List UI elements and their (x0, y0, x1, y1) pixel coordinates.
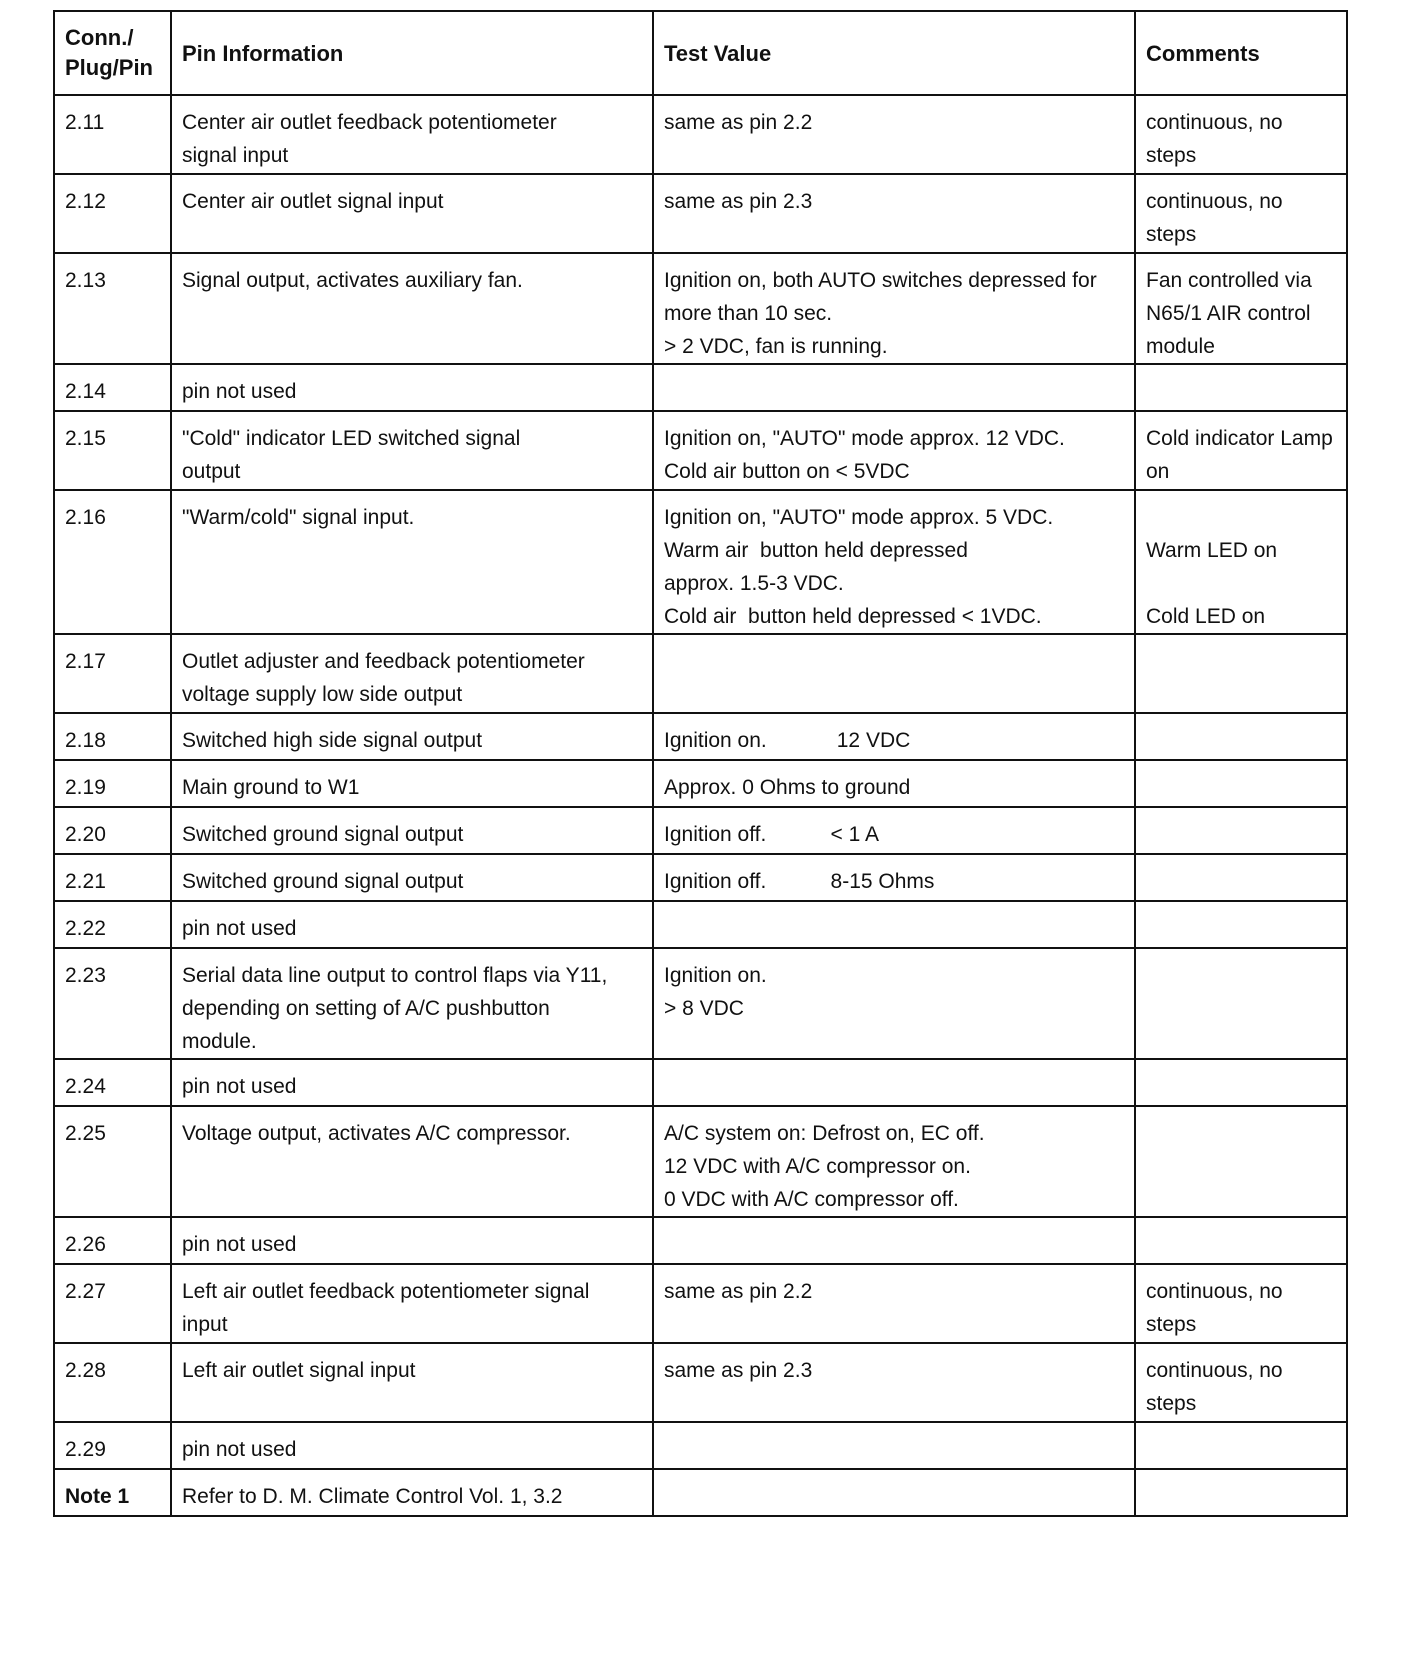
header-test-value: Test Value (653, 11, 1135, 95)
pin-information-cell (171, 1217, 653, 1264)
pin-information-cell (171, 1343, 653, 1422)
comments-cell (1135, 1469, 1347, 1516)
pin-cell: 2.21 (54, 854, 171, 901)
pin-cell: Note 1 (54, 1469, 171, 1516)
test-value-cell-line: same as pin 2.2 (664, 111, 813, 134)
test-value-cell (653, 411, 1135, 490)
table-row (54, 1264, 1347, 1343)
table-row (54, 364, 1347, 411)
comments-cell-line: steps (1146, 1392, 1197, 1415)
table-row (54, 1343, 1347, 1422)
table-row (54, 95, 1347, 174)
pin-information-cell (171, 1422, 653, 1469)
pin-information-cell-line: pin not used (182, 1075, 297, 1098)
pin-cell: 2.19 (54, 760, 171, 807)
pin-information-cell (171, 634, 653, 713)
pin-information-cell (171, 411, 653, 490)
pin-information-cell-line: Main ground to W1 (182, 776, 360, 799)
pin-information-cell-line: pin not used (182, 380, 297, 403)
test-value-cell-line: same as pin 2.3 (664, 190, 813, 213)
test-value-cell-line: Ignition off. 8-15 Ohms (664, 870, 935, 893)
test-value-cell-line: same as pin 2.2 (664, 1280, 813, 1303)
pin-information-cell-line: pin not used (182, 1233, 297, 1256)
pin-cell: 2.27 (54, 1264, 171, 1343)
pin-information-cell (171, 490, 653, 634)
test-value-cell-line: 12 VDC with A/C compressor on. (664, 1155, 971, 1178)
pin-cell: 2.20 (54, 807, 171, 854)
test-value-cell (653, 1343, 1135, 1422)
pin-cell: 2.26 (54, 1217, 171, 1264)
pin-information-cell-line: Refer to D. M. Climate Control Vol. 1, 3.2 (182, 1485, 563, 1508)
pin-cell: 2.18 (54, 713, 171, 760)
comments-cell (1135, 95, 1347, 174)
comments-cell-line: Cold LED on (1146, 605, 1266, 628)
pin-information-cell-line: pin not used (182, 917, 297, 940)
test-value-cell-line: Ignition on. (664, 964, 767, 987)
header-row (54, 11, 1347, 95)
comments-cell (1135, 948, 1347, 1059)
table-row (54, 1217, 1347, 1264)
test-value-cell-line: more than 10 sec. (664, 302, 833, 325)
header-pin-information: Pin Information (171, 11, 653, 95)
pin-cell: 2.16 (54, 490, 171, 634)
comments-cell (1135, 411, 1347, 490)
comments-cell-line: module (1146, 335, 1215, 358)
table-row (54, 1059, 1347, 1106)
header-pin-line1: Conn./ (65, 25, 134, 50)
pin-information-cell (171, 854, 653, 901)
pin-table (53, 10, 1348, 1517)
comments-cell-line: Warm LED on (1146, 539, 1278, 562)
pin-information-cell-line: module. (182, 1030, 257, 1053)
table-row (54, 253, 1347, 364)
pin-information-cell-line: Switched ground signal output (182, 823, 464, 846)
test-value-cell (653, 1469, 1135, 1516)
comments-cell-line: steps (1146, 144, 1197, 167)
pin-information-cell-line: Left air outlet signal input (182, 1359, 416, 1382)
pin-information-cell-line: Voltage output, activates A/C compressor. (182, 1122, 571, 1145)
pin-information-cell-line: input (182, 1313, 228, 1336)
comments-cell-line (1146, 567, 1338, 600)
test-value-cell (653, 1264, 1135, 1343)
comments-cell (1135, 174, 1347, 253)
header-pin-line2: Plug/Pin (65, 55, 153, 80)
comments-cell (1135, 1264, 1347, 1343)
comments-cell-line: N65/1 AIR control (1146, 302, 1311, 325)
pin-information-cell-line: Serial data line output to control flaps via Y11, (182, 964, 608, 987)
pin-cell: 2.29 (54, 1422, 171, 1469)
comments-cell-line: steps (1146, 1313, 1197, 1336)
test-value-cell (653, 1422, 1135, 1469)
table-row (54, 634, 1347, 713)
pin-cell: 2.22 (54, 901, 171, 948)
pin-cell: 2.12 (54, 174, 171, 253)
test-value-cell (653, 948, 1135, 1059)
test-value-cell-line: Ignition on, "AUTO" mode approx. 12 VDC. (664, 427, 1065, 450)
test-value-cell (653, 364, 1135, 411)
test-value-cell-line: > 2 VDC, fan is running. (664, 335, 888, 358)
table-row (54, 411, 1347, 490)
pin-information-cell (171, 807, 653, 854)
pin-cell: 2.25 (54, 1106, 171, 1217)
pin-information-cell (171, 760, 653, 807)
comments-cell-line (1146, 501, 1338, 534)
comments-cell (1135, 1217, 1347, 1264)
pin-information-cell-line: Left air outlet feedback potentiometer signal (182, 1280, 590, 1303)
test-value-cell-line: > 8 VDC (664, 997, 744, 1020)
test-value-cell (653, 1059, 1135, 1106)
test-value-cell-line: Ignition off. < 1 A (664, 823, 879, 846)
header-comments: Comments (1135, 11, 1347, 95)
pin-cell: 2.24 (54, 1059, 171, 1106)
pin-information-cell (171, 1469, 653, 1516)
pin-information-cell (171, 95, 653, 174)
comments-cell (1135, 1343, 1347, 1422)
comments-cell (1135, 490, 1347, 634)
pin-cell: 2.17 (54, 634, 171, 713)
comments-cell (1135, 713, 1347, 760)
table-row (54, 854, 1347, 901)
table-row (54, 1469, 1347, 1516)
test-value-cell-line: Warm air button held depressed (664, 539, 968, 562)
pin-information-cell (171, 364, 653, 411)
test-value-cell (653, 1217, 1135, 1264)
pin-cell: 2.28 (54, 1343, 171, 1422)
comments-cell (1135, 634, 1347, 713)
test-value-cell (653, 634, 1135, 713)
pin-information-cell (171, 1264, 653, 1343)
header-pin (54, 11, 171, 95)
test-value-cell (653, 253, 1135, 364)
comments-cell-line: continuous, no (1146, 111, 1283, 134)
comments-cell-line: continuous, no (1146, 1280, 1283, 1303)
comments-cell-line: Cold indicator Lamp (1146, 427, 1333, 450)
table-row (54, 901, 1347, 948)
pin-information-cell-line: "Warm/cold" signal input. (182, 506, 415, 529)
pin-information-cell-line: depending on setting of A/C pushbutton (182, 997, 550, 1020)
pin-information-cell (171, 1106, 653, 1217)
test-value-cell (653, 95, 1135, 174)
test-value-cell-line: A/C system on: Defrost on, EC off. (664, 1122, 985, 1145)
comments-cell-line: Fan controlled via (1146, 269, 1312, 292)
table-row (54, 713, 1347, 760)
pin-information-cell-line: signal input (182, 144, 289, 167)
table-row (54, 490, 1347, 634)
test-value-cell-line: Ignition on, "AUTO" mode approx. 5 VDC. (664, 506, 1054, 529)
table-row (54, 1106, 1347, 1217)
pin-information-cell-line: Switched ground signal output (182, 870, 464, 893)
comments-cell (1135, 1422, 1347, 1469)
pin-cell: 2.14 (54, 364, 171, 411)
test-value-cell-line: Cold air button held depressed < 1VDC. (664, 605, 1042, 628)
test-value-cell-line: 0 VDC with A/C compressor off. (664, 1188, 959, 1211)
pin-information-cell-line: output (182, 460, 241, 483)
pin-assignment-document (53, 10, 1346, 1517)
test-value-cell (653, 174, 1135, 253)
pin-cell: 2.13 (54, 253, 171, 364)
comments-cell (1135, 901, 1347, 948)
test-value-cell-line: approx. 1.5-3 VDC. (664, 572, 844, 595)
test-value-cell-line: Approx. 0 Ohms to ground (664, 776, 911, 799)
pin-information-cell-line: Switched high side signal output (182, 729, 483, 752)
test-value-cell (653, 760, 1135, 807)
test-value-cell-line: same as pin 2.3 (664, 1359, 813, 1382)
table-row (54, 807, 1347, 854)
comments-cell-line: continuous, no (1146, 190, 1283, 213)
table-row (54, 1422, 1347, 1469)
pin-information-cell-line: pin not used (182, 1438, 297, 1461)
comments-cell (1135, 854, 1347, 901)
table-body (54, 95, 1347, 1516)
pin-cell: 2.23 (54, 948, 171, 1059)
pin-cell: 2.15 (54, 411, 171, 490)
test-value-cell (653, 901, 1135, 948)
pin-information-cell (171, 174, 653, 253)
comments-cell (1135, 1106, 1347, 1217)
comments-cell (1135, 760, 1347, 807)
pin-information-cell-line: Center air outlet feedback potentiometer (182, 111, 557, 134)
pin-information-cell (171, 948, 653, 1059)
comments-cell-line: on (1146, 460, 1170, 483)
test-value-cell-line: Ignition on. 12 VDC (664, 729, 911, 752)
pin-information-cell (171, 253, 653, 364)
pin-information-cell-line: Outlet adjuster and feedback potentiometer (182, 650, 585, 673)
comments-cell (1135, 807, 1347, 854)
pin-information-cell-line: Signal output, activates auxiliary fan. (182, 269, 523, 292)
pin-information-cell-line: voltage supply low side output (182, 683, 463, 706)
pin-information-cell-line: Center air outlet signal input (182, 190, 444, 213)
comments-cell (1135, 253, 1347, 364)
pin-information-cell (171, 901, 653, 948)
test-value-cell-line: Cold air button on < 5VDC (664, 460, 910, 483)
pin-information-cell-line: "Cold" indicator LED switched signal (182, 427, 521, 450)
pin-information-cell (171, 1059, 653, 1106)
test-value-cell (653, 1106, 1135, 1217)
table-row (54, 948, 1347, 1059)
table-row (54, 174, 1347, 253)
test-value-cell (653, 490, 1135, 634)
test-value-cell (653, 854, 1135, 901)
test-value-cell-line: Ignition on, both AUTO switches depressed for (664, 269, 1097, 292)
table-row (54, 760, 1347, 807)
pin-information-cell (171, 713, 653, 760)
comments-cell (1135, 364, 1347, 411)
comments-cell-line: steps (1146, 223, 1197, 246)
pin-cell: 2.11 (54, 95, 171, 174)
comments-cell (1135, 1059, 1347, 1106)
test-value-cell (653, 713, 1135, 760)
comments-cell-line: continuous, no (1146, 1359, 1283, 1382)
test-value-cell (653, 807, 1135, 854)
